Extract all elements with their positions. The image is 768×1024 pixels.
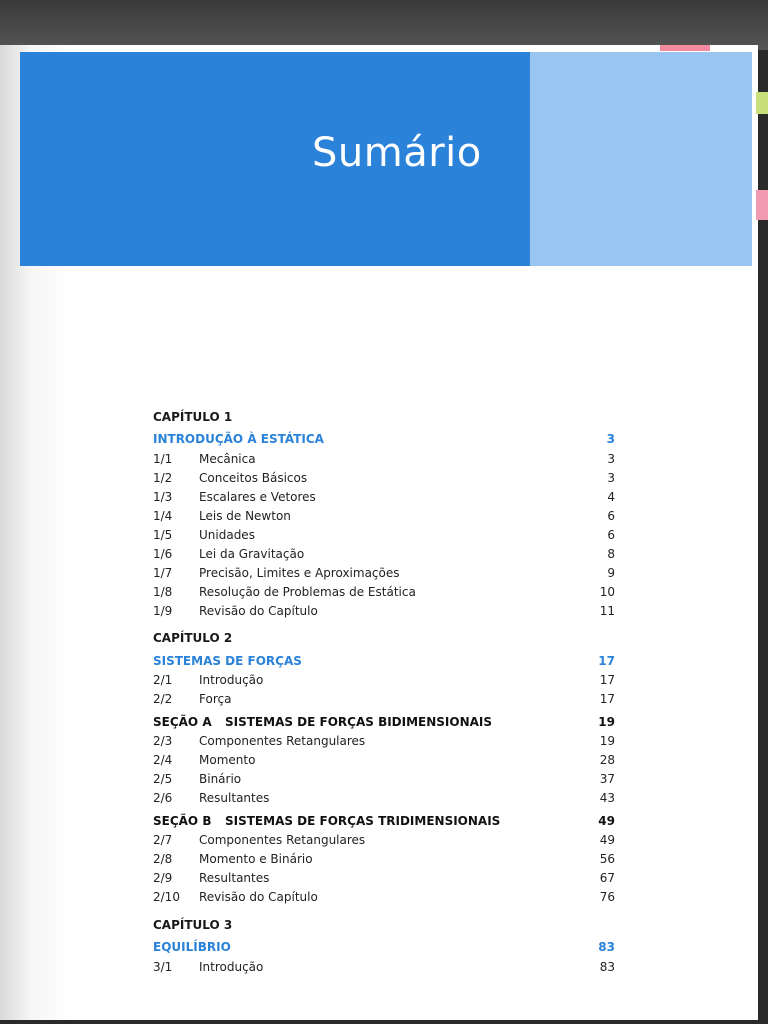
toc-page: 3 xyxy=(607,452,615,466)
toc-row xyxy=(153,604,618,622)
section-page: 49 xyxy=(598,814,615,828)
toc-page: 6 xyxy=(607,509,615,523)
toc-num: 1/3 xyxy=(153,490,173,504)
section-title: SISTEMAS DE FORÇAS BIDIMENSIONAIS xyxy=(225,715,493,729)
toc-row xyxy=(153,852,618,870)
toc-num: 1/1 xyxy=(153,452,173,466)
toc-row xyxy=(153,490,618,508)
toc-row xyxy=(153,960,618,978)
section-page: 19 xyxy=(598,715,615,729)
toc-row xyxy=(153,585,618,603)
toc-row xyxy=(153,772,618,790)
toc-label: Resultantes xyxy=(199,871,270,885)
toc-page: 11 xyxy=(599,604,615,618)
toc-label: Revisão do Capítulo xyxy=(199,890,318,904)
toc-label: Escalares e Vetores xyxy=(199,490,316,504)
toc-num: 1/7 xyxy=(153,566,173,580)
toc-label: Força xyxy=(199,692,232,706)
chapter-label: CAPÍTULO 2 xyxy=(153,631,233,645)
chapter-page: 3 xyxy=(606,432,615,446)
header-banner-light xyxy=(530,52,752,266)
chapter-title xyxy=(153,940,618,954)
toc-label: Momento xyxy=(199,753,256,767)
toc-row xyxy=(153,547,618,565)
toc-label: Resultantes xyxy=(199,791,270,805)
toc-row xyxy=(153,734,618,752)
chapter-title-text: SISTEMAS DE FORÇAS xyxy=(153,654,302,668)
toc-row xyxy=(153,871,618,889)
chapter-page: 17 xyxy=(598,654,615,668)
toc-label: Momento e Binário xyxy=(199,852,313,866)
toc-row xyxy=(153,566,618,584)
toc-row xyxy=(153,833,618,851)
toc-num: 2/7 xyxy=(153,833,173,847)
toc-num: 1/4 xyxy=(153,509,173,523)
toc-row xyxy=(153,692,618,710)
toc-label: Componentes Retangulares xyxy=(199,734,366,748)
toc-num: 1/5 xyxy=(153,528,173,542)
toc-num: 2/9 xyxy=(153,871,173,885)
toc-label: Introdução xyxy=(199,960,264,974)
toc-page: 76 xyxy=(599,890,615,904)
sticky-tab-pink-side xyxy=(756,190,768,220)
toc-num: 1/8 xyxy=(153,585,173,599)
toc-label: Resolução de Problemas de Estática xyxy=(199,585,416,599)
toc-num: 2/1 xyxy=(153,673,173,687)
toc-row xyxy=(153,673,618,691)
toc-row xyxy=(153,753,618,771)
toc-num: 2/5 xyxy=(153,772,173,786)
scan-top-edge xyxy=(0,0,768,50)
toc-row xyxy=(153,791,618,809)
toc-row xyxy=(153,890,618,908)
toc-page: 10 xyxy=(599,585,615,599)
toc-page: 9 xyxy=(607,566,615,580)
toc-label: Lei da Gravitação xyxy=(199,547,305,561)
toc-label: Unidades xyxy=(199,528,255,542)
toc-label: Leis de Newton xyxy=(199,509,291,523)
toc-page: 43 xyxy=(599,791,615,805)
toc-page: 3 xyxy=(607,471,615,485)
toc-num: 1/9 xyxy=(153,604,173,618)
toc-num: 3/1 xyxy=(153,960,173,974)
toc-label: Precisão, Limites e Aproximações xyxy=(199,566,400,580)
toc-row xyxy=(153,452,618,470)
toc-page: 49 xyxy=(599,833,615,847)
toc-num: 1/2 xyxy=(153,471,173,485)
toc-label: Mecânica xyxy=(199,452,256,466)
chapter-title-text: EQUILÍBRIO xyxy=(153,940,231,954)
section-label: SEÇÃO B xyxy=(153,814,212,828)
toc-page: 67 xyxy=(599,871,615,885)
chapter-title-text: INTRODUÇÃO À ESTÁTICA xyxy=(153,432,324,446)
chapter-page: 83 xyxy=(598,940,615,954)
toc-row xyxy=(153,471,618,489)
toc-page: 37 xyxy=(599,772,615,786)
toc-page: 28 xyxy=(599,753,615,767)
toc-page: 17 xyxy=(599,673,615,687)
chapter-title xyxy=(153,654,618,668)
toc-row xyxy=(153,509,618,527)
section-label: SEÇÃO A xyxy=(153,715,212,729)
toc-num: 2/2 xyxy=(153,692,173,706)
toc-num: 2/4 xyxy=(153,753,173,767)
toc-num: 2/6 xyxy=(153,791,173,805)
section-title: SISTEMAS DE FORÇAS TRIDIMENSIONAIS xyxy=(225,814,501,828)
sticky-tab-green xyxy=(756,92,768,114)
toc-page: 19 xyxy=(599,734,615,748)
toc-num: 2/8 xyxy=(153,852,173,866)
toc-label: Componentes Retangulares xyxy=(199,833,366,847)
toc-num: 1/6 xyxy=(153,547,173,561)
toc-row xyxy=(153,528,618,546)
chapter-label: CAPÍTULO 1 xyxy=(153,410,233,424)
sticky-tab-pink-top xyxy=(660,45,710,51)
chapter-label: CAPÍTULO 3 xyxy=(153,918,233,932)
toc-page: 17 xyxy=(599,692,615,706)
toc-page: 4 xyxy=(607,490,615,504)
toc-label: Introdução xyxy=(199,673,264,687)
toc-label: Binário xyxy=(199,772,242,786)
page-title: Sumário xyxy=(312,130,482,176)
toc-num: 2/3 xyxy=(153,734,173,748)
toc-page: 83 xyxy=(599,960,615,974)
toc-page: 56 xyxy=(599,852,615,866)
toc-label: Revisão do Capítulo xyxy=(199,604,318,618)
toc-page: 8 xyxy=(607,547,615,561)
toc-num: 2/10 xyxy=(153,890,180,904)
chapter-title xyxy=(153,432,618,446)
toc-label: Conceitos Básicos xyxy=(199,471,308,485)
toc-page: 6 xyxy=(607,528,615,542)
